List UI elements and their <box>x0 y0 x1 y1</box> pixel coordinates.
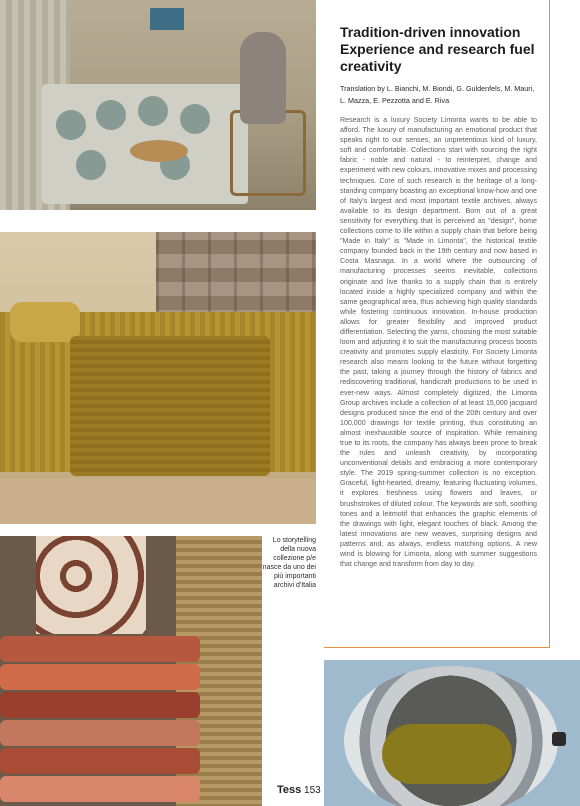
page-number: 153 <box>304 785 321 796</box>
photo-mustard-bed <box>0 232 316 524</box>
translation-credit: Translation by L. Bianchi, M. Biondi, G. Guldenfels, M. Mauri, L. Mazza, E. Pezzotta and E. Riva <box>340 84 535 105</box>
photo-caption: Lo storytelling della nuova collezione p/e nasce da uno dei più importanti archivi d'Italia <box>262 537 316 589</box>
photo-folded-textiles <box>0 536 262 806</box>
photo-dining-table <box>0 0 316 210</box>
photo-washing-machine <box>324 660 580 806</box>
article-column <box>324 0 550 648</box>
article-title: Tradition-driven innovation Experience and research fuel creativity <box>340 24 535 74</box>
page-footer <box>277 784 321 796</box>
magazine-name: Tess <box>277 784 302 796</box>
article-body: Research is a luxury Society Limonta wants to be able to afford. The luxury of manufacturing an emotional product that speaks right to our senses, an unpretentious kind of luxury, soft and comfortable. Collections start with sourcing the right fabric - noble and natural - to reinterpret, change and experiment with new colours, innovative mixes and processing techniques. Core of such research is the heritage of a long-standing company boasting an exceptional know-how and one of Italy's largest and most important textile archives, always available to its design department. Born out of a great sensitivity for everything that is perceived as "design", home collections come to life within a supply chain that before being "Made in Italy" is "Made in Limonta", the historical textile company founded back in the 19th century and now based in Costa Masnaga. In a world where the outsourcing of manufacturing processes seems inevitable, collections originate and live thanks to a supply chain that is entirely located inside a highly specialized company and within the same geographical area, thus achieving high quality standards while fostering continuous innovation. In-house production allows for greater flexibility and improved product differentiation. Selecting the yarns, choosing the most suitable loom and adjusting it to suit the manufacturing process boosts creativity and promotes supply elasticity. For Society Limonta research also means looking to the future without forgetting the past, taking a journey through the history of fabrics and rediscovering traditional, handicraft productions to be used in ever-new ways. Almost completely digitized, the Limonta Group archives include a collection of at least 15,000 jacquard designs produced since the end of the 20th century and over 100,000 drawings for textile printing, thus constituting an almost inexhaustible source of inspiration. While remaining true to its roots, the company has always been prone to break the rules and unleash creativity, by incorporating unconventional details and embracing a more contemporary style. The 2019 spring-summer collection is no exception. Graceful, light-hearted, dreamy, featuring fluctuating volumes, it explores freshness using flowers and leaves, or brushstrokes of diluted colour. The keywords are soft, soothing tones and a leitmotif that enhances the graphic elements of the drawings with light, elegant touches of black. Among the latest innovations are new weaves, surprising designs and patterns and, as always, endless matching options. A new wind is blowing for Limonta, along with summer suggestions that change and transform from day to day. <box>340 116 537 569</box>
